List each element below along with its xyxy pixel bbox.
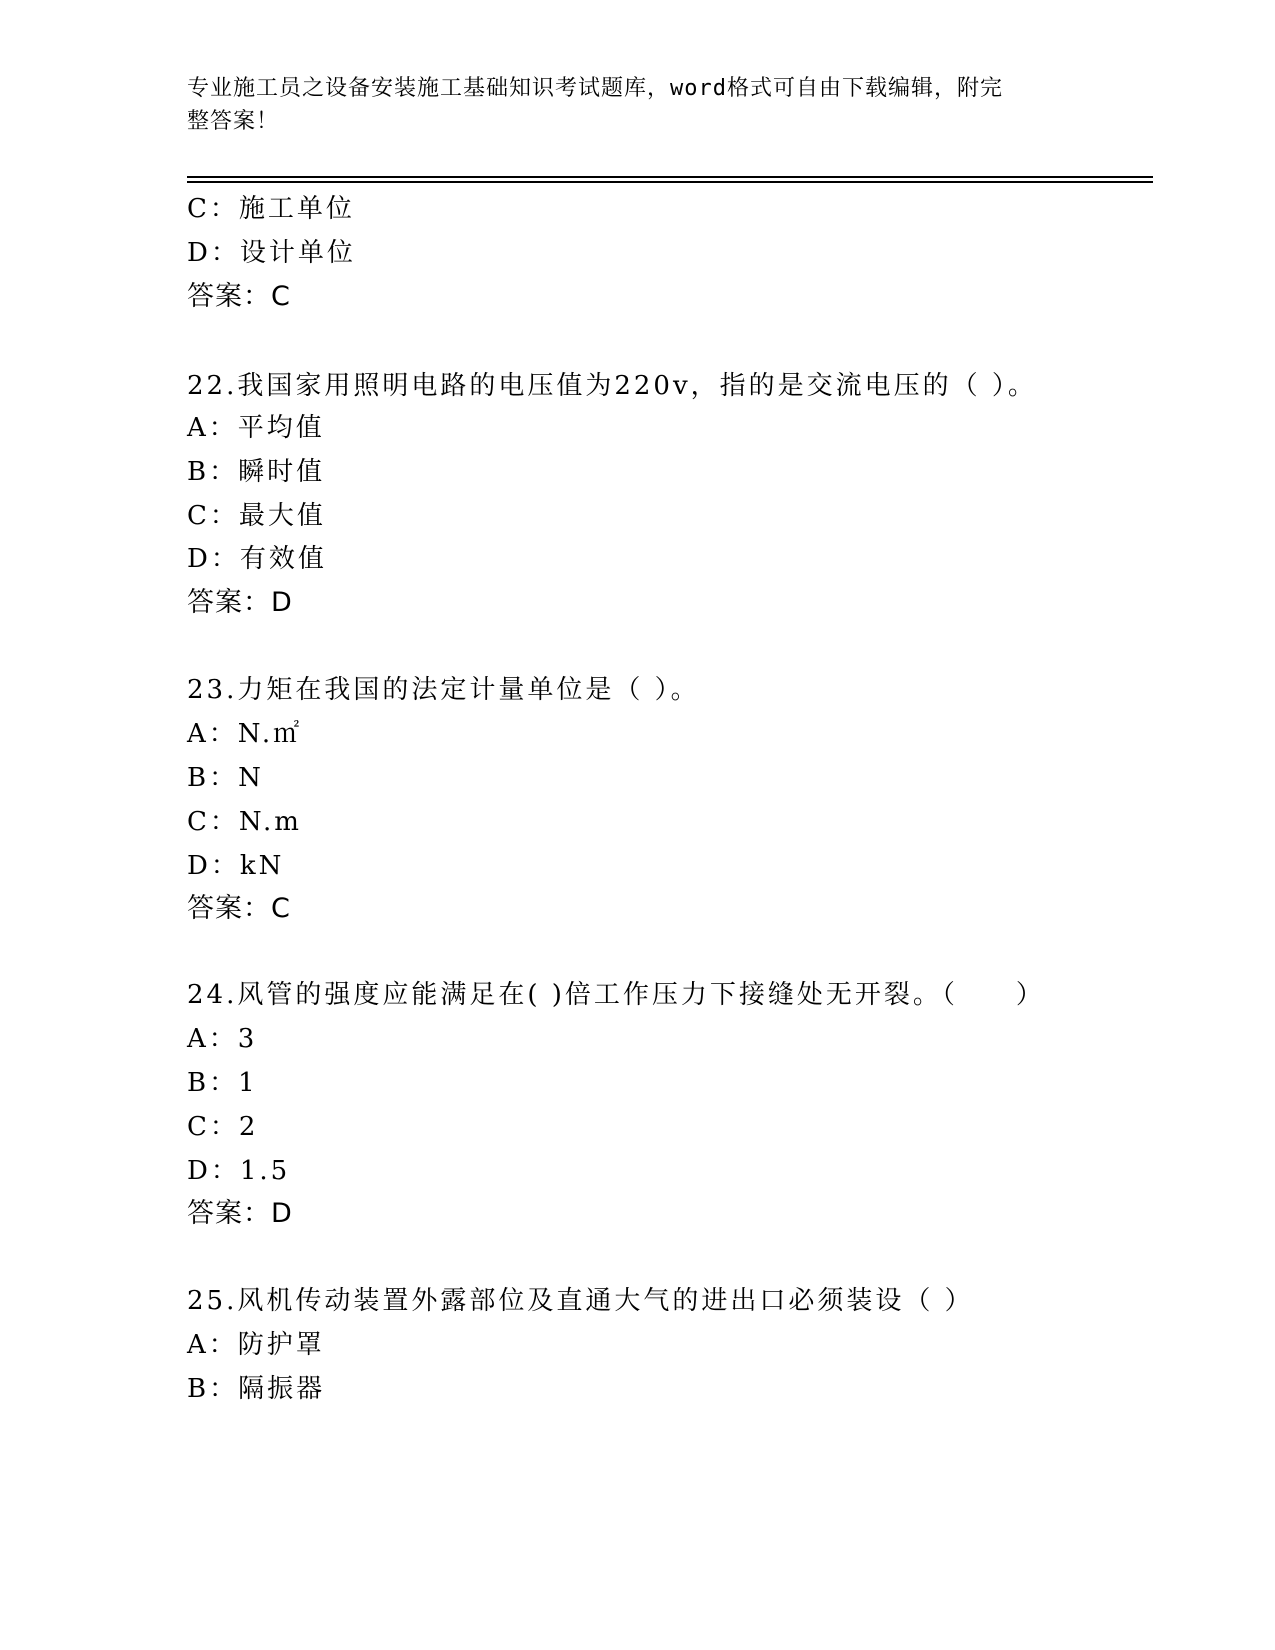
q24-answer: 答案：D: [187, 1198, 293, 1229]
q24-option-c: C：2: [187, 1112, 259, 1142]
q25-option-b: B：隔振器: [187, 1374, 326, 1404]
q25-option-a: A：防护罩: [187, 1330, 325, 1360]
q22-option-b: B：瞬时值: [187, 457, 326, 487]
document-header: [187, 72, 1067, 138]
q23-option-b: B：N: [187, 763, 264, 793]
q22-option-a: A：平均值: [187, 413, 325, 443]
q25-question: 25.风机传动装置外露部位及直通大气的进出口必须装设（ ）: [187, 1286, 974, 1316]
q23-option-d: D：kN: [187, 851, 285, 881]
header-line-1: 专业施工员之设备安装施工基础知识考试题库，word格式可自由下载编辑，附完: [187, 76, 1003, 101]
q22-option-c: C：最大值: [187, 501, 326, 531]
header-line-2: 整答案！: [187, 109, 280, 134]
q23-option-c: C：N.m: [187, 807, 302, 837]
q21-option-c: C：施工单位: [187, 194, 355, 224]
q24-option-d: D：1.5: [187, 1156, 291, 1186]
header-rule-top: [187, 176, 1153, 178]
q24-option-a: A：3: [187, 1024, 258, 1054]
q22-option-d: D：有效值: [187, 544, 327, 574]
q22-answer: 答案：D: [187, 587, 293, 618]
q23-question: 23.力矩在我国的法定计量单位是（ ）。: [187, 675, 700, 705]
q21-answer: 答案：C: [187, 281, 291, 312]
q23-answer: 答案：C: [187, 893, 291, 924]
q22-question: 22.我国家用照明电路的电压值为220v，指的是交流电压的（ ）。: [187, 371, 1037, 401]
q24-question: 24.风管的强度应能满足在( )倍工作压力下接缝处无开裂。（ ）: [187, 980, 1045, 1010]
q24-option-b: B：1: [187, 1068, 258, 1098]
q23-option-a: A：N.㎡: [187, 719, 303, 749]
q21-option-d: D：设计单位: [187, 238, 356, 268]
header-rule-bottom: [187, 181, 1153, 183]
